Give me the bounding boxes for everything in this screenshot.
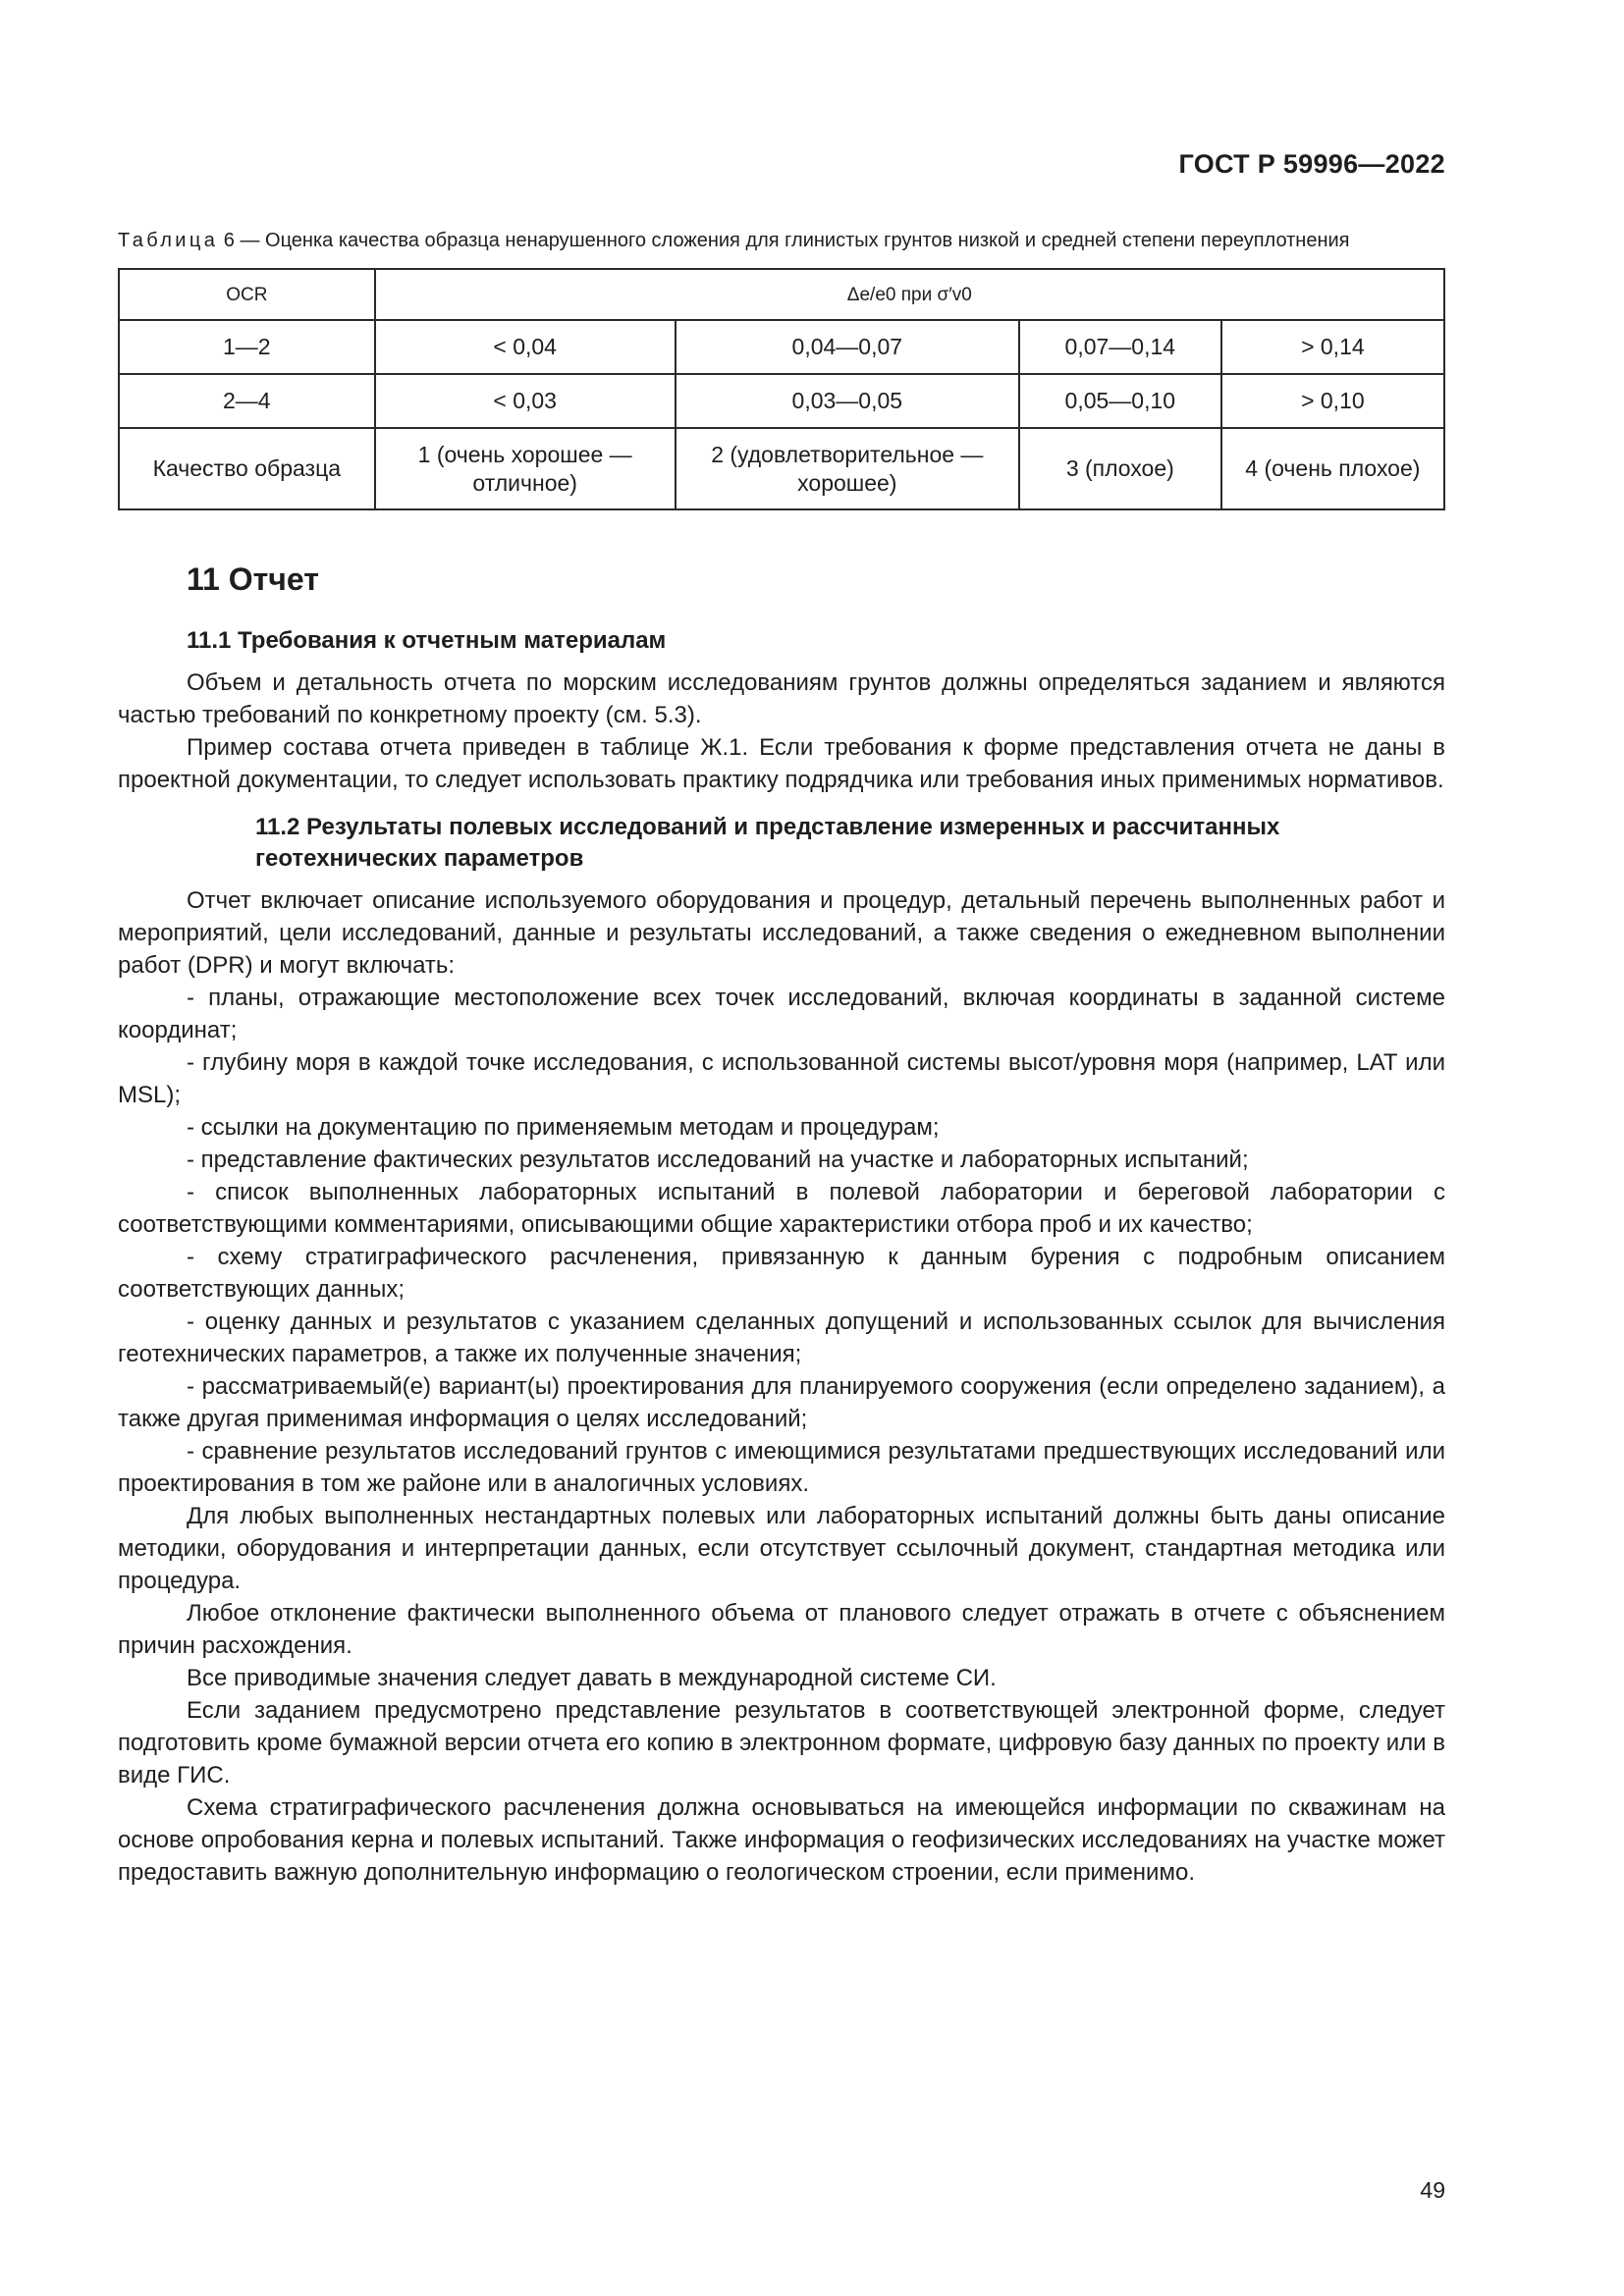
paragraph: Если заданием предусмотрено представление результатов в соответствующей электронной форме, следует подготовить кроме бумажной версии отчета его копию в электронном формате, цифровую базу данных по проекту или в виде ГИС. <box>118 1697 1445 1789</box>
paragraph: Отчет включает описание используемого оборудования и процедур, детальный перечень выполненных работ и мероприятий, цели исследований, данные и результаты исследований, а также сведения о ежедневном выполнении работ (DPR) и могут включать: <box>118 887 1445 979</box>
subsection-title: 11.2 Результаты полевых исследований и представление измеренных и рассчитанных геотехнических параметров <box>255 814 1280 872</box>
table-cell: 2 (удовлетворительное — хорошее) <box>676 428 1019 509</box>
list-item: - сравнение результатов исследований грунтов с имеющимися результатами предшествующих исследований или проектирования в том же районе или в аналогичных условиях. <box>118 1438 1445 1497</box>
table-cell: 1 (очень хорошее — отличное) <box>375 428 676 509</box>
list-item: - планы, отражающие местоположение всех точек исследований, включая координаты в заданной системе координат; <box>118 985 1445 1043</box>
paragraph: Пример состава отчета приведен в таблице Ж.1. Если требования к форме представления отчета не даны в проектной документации, то следует использовать практику подрядчика или требования иных применимых нормативов. <box>118 734 1445 793</box>
table-cell: 2—4 <box>119 374 375 428</box>
list-item: - представление фактических результатов исследований на участке и лабораторных испытаний; <box>187 1147 1249 1173</box>
subsection-body <box>118 667 1445 796</box>
table-header-row <box>119 269 1444 320</box>
list-item: - список выполненных лабораторных испытаний в полевой лаборатории и береговой лаборатории с соответствующими комментариями, описывающими общие характеристики отбора проб и их качество; <box>118 1179 1445 1238</box>
table-cell: 0,03—0,05 <box>676 374 1019 428</box>
table-row <box>119 374 1444 428</box>
paragraph: Все приводимые значения следует давать в международной системе СИ. <box>187 1665 997 1691</box>
list-item: - глубину моря в каждой точке исследования, с использованной системы высот/уровня моря (например, LAT или MSL); <box>118 1049 1445 1108</box>
table-cell: > 0,10 <box>1221 374 1444 428</box>
page-number: 49 <box>1420 2177 1445 2203</box>
table-cell: 0,04—0,07 <box>676 320 1019 374</box>
quality-table <box>118 268 1445 510</box>
table-cell: < 0,03 <box>375 374 676 428</box>
table-cell: < 0,04 <box>375 320 676 374</box>
table-header-cell: Δe/e0 при σ′v0 <box>375 269 1444 320</box>
list-item: - рассматриваемый(е) вариант(ы) проектирования для планируемого сооружения (если определено заданием), а также другая применимая информация о целях исследований; <box>118 1373 1445 1432</box>
paragraph: Схема стратиграфического расчленения должна основываться на имеющейся информации по скважинам на основе опробования керна и полевых испытаний. Также информация о геофизических исследованиях на участке может предоставить важную дополнительную информацию о геологическом строении, если применимо. <box>118 1794 1445 1886</box>
table-header-cell: OCR <box>119 269 375 320</box>
subsection-title: 11.1 Требования к отчетным материалам <box>187 627 667 654</box>
table-cell: 0,05—0,10 <box>1019 374 1221 428</box>
subsection-body <box>118 884 1445 1889</box>
table-caption <box>118 228 1445 254</box>
table-cell: 0,07—0,14 <box>1019 320 1221 374</box>
table-cell: > 0,14 <box>1221 320 1444 374</box>
page-content <box>118 228 1445 1889</box>
table-row <box>119 320 1444 374</box>
section-title: 11 Отчет <box>187 561 319 597</box>
list-item: - схему стратиграфического расчленения, привязанную к данным бурения с подробным описанием соответствующих данных; <box>118 1244 1445 1303</box>
paragraph: Для любых выполненных нестандартных полевых или лабораторных испытаний должны быть даны описание методики, оборудования и интерпретации данных, если отсутствует ссылочный документ, стандартная методика или процедура. <box>118 1503 1445 1594</box>
table-cell: 1—2 <box>119 320 375 374</box>
paragraph: Любое отклонение фактически выполненного объема от планового следует отражать в отчете с объяснением причин расхождения. <box>118 1600 1445 1659</box>
table-caption-text: 6 — Оценка качества образца ненарушенного сложения для глинистых грунтов низкой и средней степени переуплотнения <box>218 230 1350 251</box>
table-cell: Качество образца <box>119 428 375 509</box>
table-row <box>119 428 1444 509</box>
list-item: - оценку данных и результатов с указанием сделанных допущений и использованных ссылок для вычисления геотехнических параметров, а также их полученные значения; <box>118 1308 1445 1367</box>
paragraph: Объем и детальность отчета по морским исследованиям грунтов должны определяться заданием и являются частью требований по конкретному проекту (см. 5.3). <box>118 669 1445 728</box>
table-cell: 3 (плохое) <box>1019 428 1221 509</box>
table-cell: 4 (очень плохое) <box>1221 428 1444 509</box>
list-item: - ссылки на документацию по применяемым методам и процедурам; <box>187 1114 940 1141</box>
document-code: ГОСТ Р 59996—2022 <box>1178 149 1445 179</box>
table-caption-label: Таблица <box>118 230 219 251</box>
